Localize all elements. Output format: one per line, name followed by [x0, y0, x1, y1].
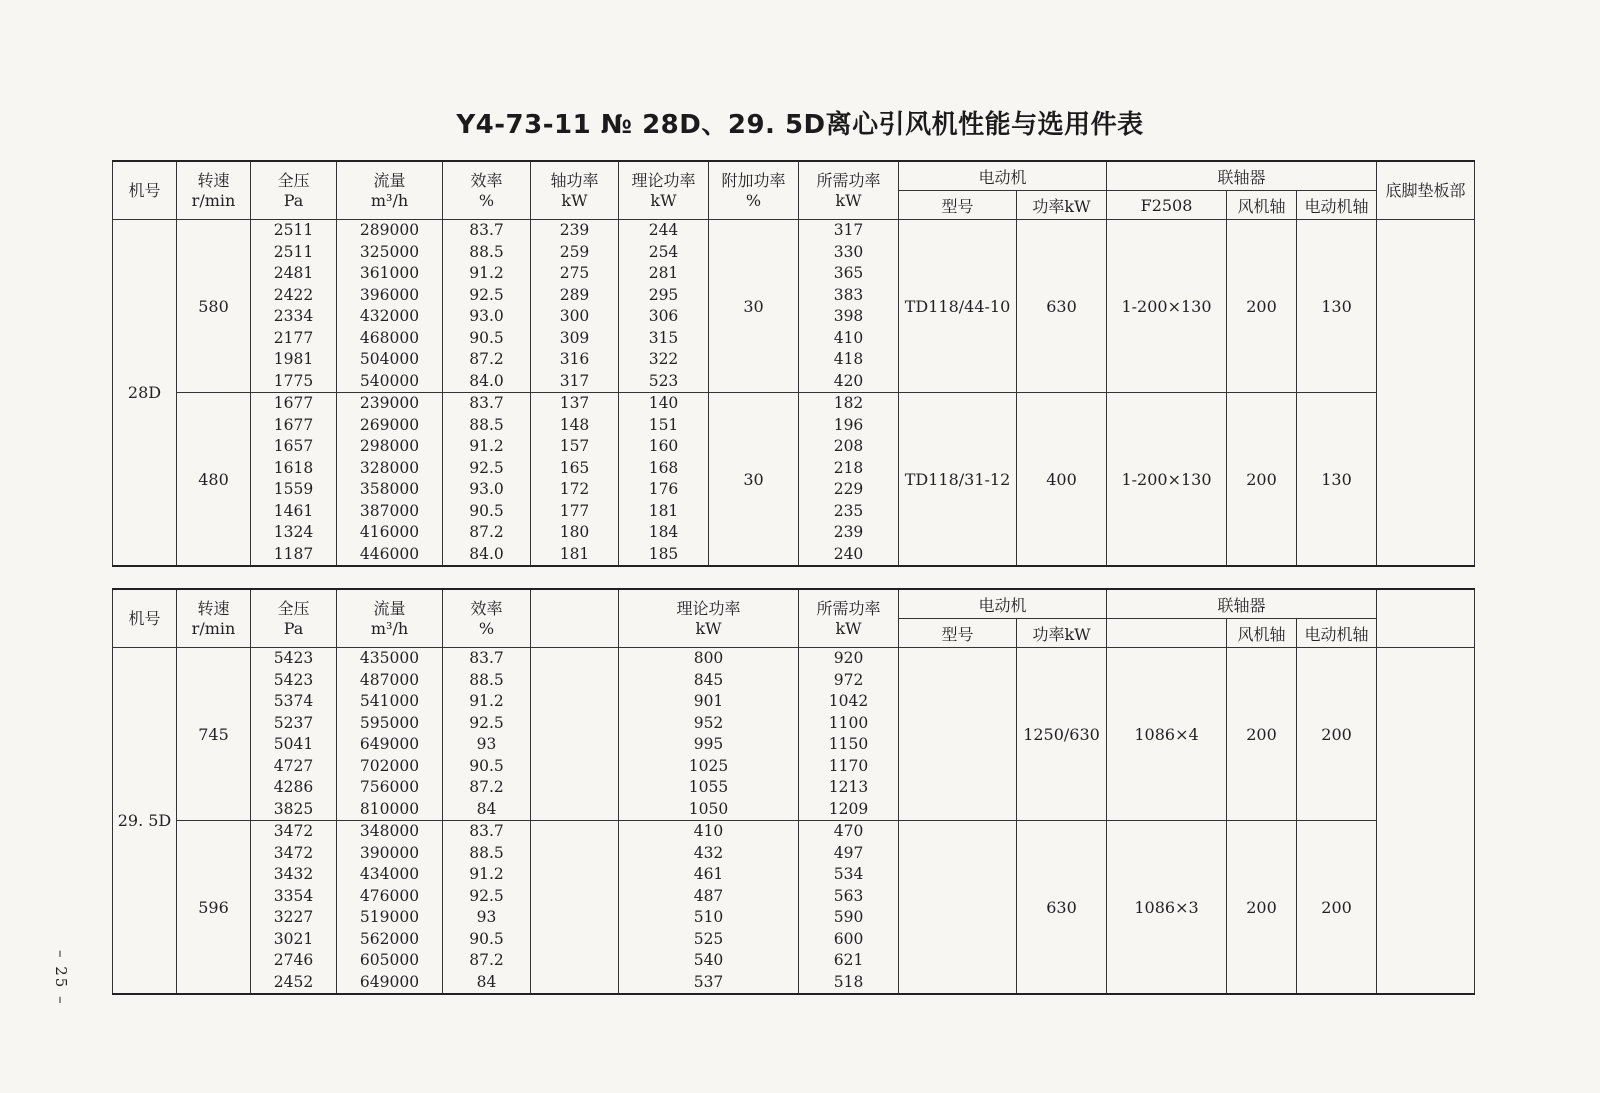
header-machine-no: 机号 — [113, 589, 177, 648]
page-number: – 25 – — [52, 950, 70, 1006]
header-efficiency: 效率 % — [443, 589, 531, 648]
motor-model-value: TD118/44-10 — [899, 220, 1017, 393]
coupling-value: 1086×4 — [1107, 648, 1227, 821]
header-coupling: 联轴器 — [1107, 589, 1377, 619]
motor-shaft-value: 200 — [1297, 648, 1377, 821]
header-required-power: 所需功率 kW — [799, 589, 899, 648]
coupling-value: 1086×3 — [1107, 821, 1227, 995]
empty-cell — [531, 821, 619, 995]
shaft-power-column: 239 259 275 289 300 309 316 317 — [531, 220, 619, 393]
speed-580: 580 — [177, 220, 251, 393]
header-motor-model: 型号 — [899, 619, 1017, 648]
flow-column: 239000 269000 298000 328000 358000 387000 416000 446000 — [337, 393, 443, 567]
extra-power-value: 30 — [709, 220, 799, 393]
header-flow: 流量 m³/h — [337, 161, 443, 220]
motor-power-value: 630 — [1017, 220, 1107, 393]
fan-shaft-value: 200 — [1227, 393, 1297, 567]
header-motor: 电动机 — [899, 161, 1107, 191]
empty-cell — [531, 648, 619, 821]
coupling-value: 1-200×130 — [1107, 220, 1227, 393]
efficiency-column: 83.7 88.5 91.2 92.5 93 90.5 87.2 84 — [443, 648, 531, 821]
motor-shaft-value: 130 — [1297, 393, 1377, 567]
motor-model-value: TD118/31-12 — [899, 393, 1017, 567]
speed-745: 745 — [177, 648, 251, 821]
header-empty — [531, 589, 619, 648]
pressure-column: 5423 5423 5374 5237 5041 4727 4286 3825 — [251, 648, 337, 821]
header-motor-shaft: 电动机轴 — [1297, 619, 1377, 648]
required-power-column: 470 497 534 563 590 600 621 518 — [799, 821, 899, 995]
fan-shaft-value: 200 — [1227, 821, 1297, 995]
header-motor-model: 型号 — [899, 191, 1017, 220]
header-fan-shaft: 风机轴 — [1227, 619, 1297, 648]
theory-power-column: 140 151 160 168 176 181 184 185 — [619, 393, 709, 567]
flow-column: 348000 390000 434000 476000 519000 562000 605000 649000 — [337, 821, 443, 995]
pressure-column: 3472 3472 3432 3354 3227 3021 2746 2452 — [251, 821, 337, 995]
motor-power-value: 400 — [1017, 393, 1107, 567]
header-speed: 转速 r/min — [177, 589, 251, 648]
header-coupling-model: F2508 — [1107, 191, 1227, 220]
flow-column: 435000 487000 541000 595000 649000 702000 756000 810000 — [337, 648, 443, 821]
header-speed: 转速 r/min — [177, 161, 251, 220]
header-shaft-power: 轴功率 kW — [531, 161, 619, 220]
pressure-column: 1677 1677 1657 1618 1559 1461 1324 1187 — [251, 393, 337, 567]
header-theory-power: 理论功率 kW — [619, 589, 799, 648]
header-extra-power: 附加功率 % — [709, 161, 799, 220]
header-pressure: 全压 Pa — [251, 161, 337, 220]
header-theory-power: 理论功率 kW — [619, 161, 709, 220]
performance-table-29-5d — [112, 588, 1475, 995]
motor-shaft-value: 130 — [1297, 220, 1377, 393]
header-motor-power: 功率kW — [1017, 191, 1107, 220]
theory-power-column: 410 432 461 487 510 525 540 537 — [619, 821, 799, 995]
header-fan-shaft: 风机轴 — [1227, 191, 1297, 220]
motor-shaft-value: 200 — [1297, 821, 1377, 995]
motor-power-value: 630 — [1017, 821, 1107, 995]
fan-shaft-value: 200 — [1227, 648, 1297, 821]
header-base-pad: 底脚垫板部 — [1377, 161, 1475, 220]
machine-29-5d: 29. 5D — [113, 648, 177, 995]
coupling-value: 1-200×130 — [1107, 393, 1227, 567]
header-machine-no: 机号 — [113, 161, 177, 220]
header-motor-power: 功率kW — [1017, 619, 1107, 648]
extra-power-value: 30 — [709, 393, 799, 567]
flow-column: 289000 325000 361000 396000 432000 468000 504000 540000 — [337, 220, 443, 393]
efficiency-column: 83.7 88.5 91.2 92.5 93.0 90.5 87.2 84.0 — [443, 393, 531, 567]
header-required-power: 所需功率 kW — [799, 161, 899, 220]
header-motor-shaft: 电动机轴 — [1297, 191, 1377, 220]
required-power-column: 920 972 1042 1100 1150 1170 1213 1209 — [799, 648, 899, 821]
header-coupling: 联轴器 — [1107, 161, 1377, 191]
efficiency-column: 83.7 88.5 91.2 92.5 93 90.5 87.2 84 — [443, 821, 531, 995]
page-title: Y4-73-11 № 28D、29. 5D离心引风机性能与选用件表 — [456, 110, 1144, 140]
header-pressure: 全压 Pa — [251, 589, 337, 648]
speed-596: 596 — [177, 821, 251, 995]
theory-power-column: 800 845 901 952 995 1025 1055 1050 — [619, 648, 799, 821]
shaft-power-column: 137 148 157 165 172 177 180 181 — [531, 393, 619, 567]
blank-cell — [1377, 648, 1475, 995]
theory-power-column: 244 254 281 295 306 315 322 523 — [619, 220, 709, 393]
header-coupling-model-blank — [1107, 619, 1227, 648]
motor-model-blank — [899, 821, 1017, 995]
machine-28d: 28D — [113, 220, 177, 567]
base-pad-cell — [1377, 220, 1475, 567]
header-motor: 电动机 — [899, 589, 1107, 619]
efficiency-column: 83.7 88.5 91.2 92.5 93.0 90.5 87.2 84.0 — [443, 220, 531, 393]
motor-model-blank — [899, 648, 1017, 821]
performance-table-28d — [112, 160, 1475, 567]
header-blank — [1377, 589, 1475, 648]
pressure-column: 2511 2511 2481 2422 2334 2177 1981 1775 — [251, 220, 337, 393]
header-flow: 流量 m³/h — [337, 589, 443, 648]
required-power-column: 182 196 208 218 229 235 239 240 — [799, 393, 899, 567]
speed-480: 480 — [177, 393, 251, 567]
header-efficiency: 效率 % — [443, 161, 531, 220]
fan-shaft-value: 200 — [1227, 220, 1297, 393]
motor-power-value: 1250/630 — [1017, 648, 1107, 821]
required-power-column: 317 330 365 383 398 410 418 420 — [799, 220, 899, 393]
